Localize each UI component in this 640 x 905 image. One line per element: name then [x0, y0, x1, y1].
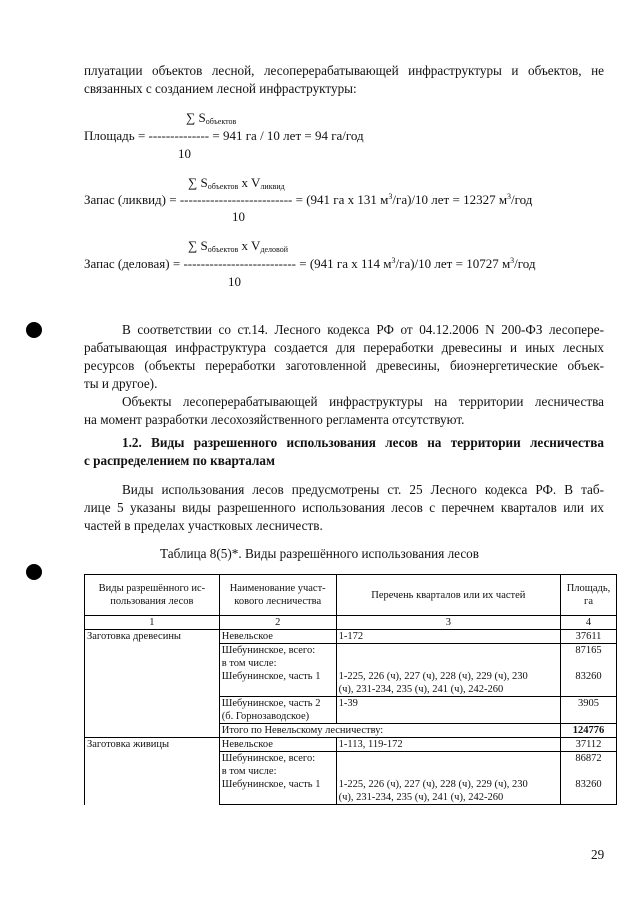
formula-commercial-label: Запас (деловая) =	[84, 256, 181, 271]
formula-commercial: ∑ $S_{объектов}$ x $V_{деловой}$ Запас (деловая) = -------------------------- = (941 га х 114 $м^3/га)/10$ лет = 10727 $м^3$/год 10	[84, 238, 536, 289]
paragraph-infrastructure: Объекты лесоперерабатывающей инфраструктуры на территории лесничества на момент разработки лесохозяйственного регламента отсутствуют.	[84, 394, 604, 427]
formula-area: ∑ $S_{объектов}$ Площадь = -------------- = 941 га / 10 лет = 94 га/год 10	[84, 110, 364, 161]
sum-symbol: ∑	[186, 110, 196, 125]
formula-commercial-result: = (941 га х 114 $м^3/га)/10$ лет = 10727 $м^3$/год	[299, 256, 536, 271]
table-row: Заготовка древесины Невельское 1-172 37611	[85, 630, 617, 644]
paragraph-legal-basis: В соответствии со ст.14. Лесного кодекса РФ от 04.12.2006 N 200-ФЗ лесопере- рабатывающая инфраструктура создается для переработки древесины и иных лесных ресурсов (объекты переработки заготовленной древесины, биоэнергетические объек- ты и другое).	[84, 322, 604, 391]
forest-use-table	[84, 574, 617, 805]
header-district: Наименование участ-кового лесничества	[219, 575, 336, 616]
formula-liquid-denominator: 10	[232, 209, 245, 224]
page-number: 29	[591, 847, 605, 862]
table-col-numbers: 1 2 3 4	[85, 616, 617, 630]
section-heading: 1.2. Виды разрешенного использования лесов на территории лесничества с распределением по кварталам	[84, 435, 604, 468]
intro-line-1: плуатации объектов лесной, лесоперерабатывающей инфраструктуры и объектов, не	[84, 63, 604, 78]
punch-hole-bottom	[26, 564, 42, 580]
paragraph-forest-use: Виды использования лесов предусмотрены ст. 25 Лесного кодекса РФ. В таб- лице 5 указаны виды разрешенного использования лесов с перечнем кварталов или их частей в пределах участковых лесничеств.	[84, 482, 604, 533]
header-use-type: Виды разрешённого ис-пользования лесов	[85, 575, 220, 616]
formula-liquid-label: Запас (ликвид) =	[84, 192, 177, 207]
table-row: Шебунинское, всего: в том числе: 86872	[85, 752, 617, 779]
table-row: Заготовка живицы Невельское 1-113, 119-172 37112	[85, 738, 617, 752]
table-total-row: Итого по Невельскому лесничеству: 124776	[85, 724, 617, 738]
formula-area-result: = 941 га / 10 лет = 94 га/год	[212, 128, 364, 143]
intro-line-2: связанных с созданием лесной инфраструктуры:	[84, 81, 357, 96]
table-row: Шебунинское, часть 2 (б. Горнозаводское) 1-39 3905	[85, 697, 617, 724]
formula-area-denominator: 10	[178, 146, 191, 161]
table-caption: Таблица 8(5)*. Виды разрешённого использования лесов	[160, 546, 480, 561]
formula-area-label: Площадь =	[84, 128, 146, 143]
table-row: Шебунинское, часть 1 1-225, 226 (ч), 227 (ч), 228 (ч), 229 (ч), 230 (ч), 231-234, 235 (ч), 241 (ч), 242-260 83260	[85, 670, 617, 697]
table-header-row	[85, 575, 617, 616]
header-quarters: Перечень кварталов или их частей	[336, 575, 560, 616]
header-area: Площадь, га	[561, 575, 617, 616]
formula-liquid: ∑ $S_{объектов}$ x $V_{ликвид}$ Запас (ликвид) = -------------------------- = (941 га х 131 $м^3/га)/10$ лет = 12327 $м^3$/год 10	[84, 175, 533, 224]
table-row: Шебунинское, часть 1 1-225, 226 (ч), 227 (ч), 228 (ч), 229 (ч), 230 (ч), 231-234, 235 (ч), 241 (ч), 242-260 83260	[85, 778, 617, 805]
table-row: Шебунинское, всего: в том числе: 87165	[85, 644, 617, 671]
formula-liquid-result: = (941 га х 131 $м^3/га)/10$ лет = 12327 $м^3$/год	[295, 192, 533, 207]
punch-hole-top	[26, 322, 42, 338]
formula-commercial-denominator: 10	[228, 274, 241, 289]
